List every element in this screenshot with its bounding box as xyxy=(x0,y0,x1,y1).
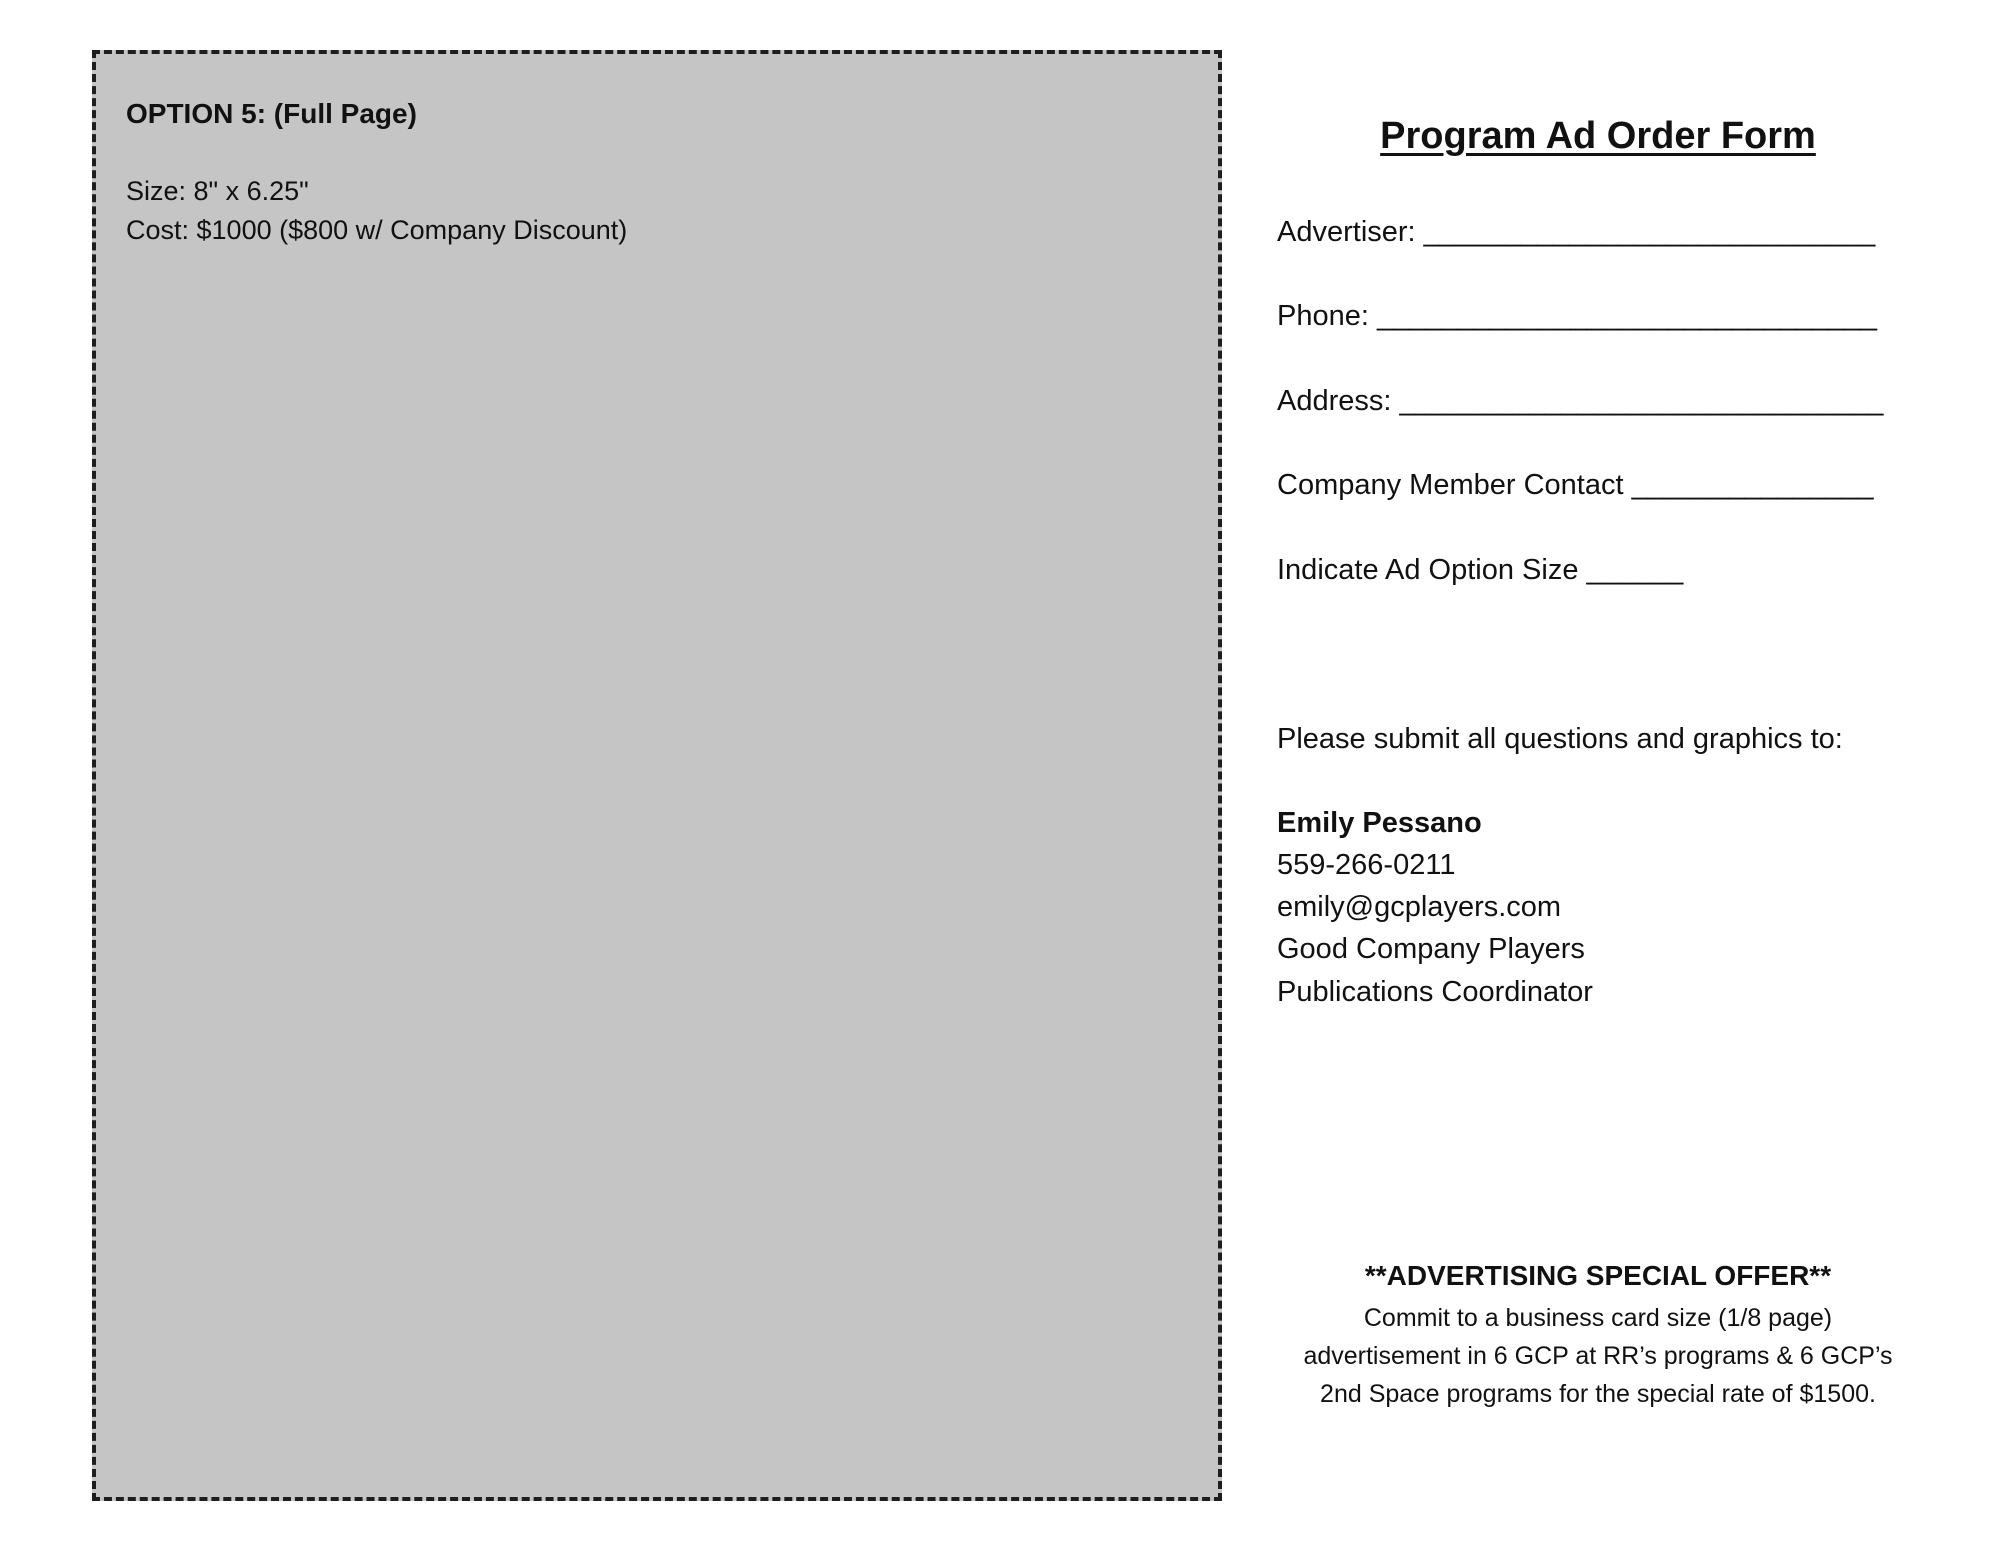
contact-organization: Good Company Players xyxy=(1277,933,1585,965)
form-title: Program Ad Order Form xyxy=(1380,115,1816,157)
special-offer-line: advertisement in 6 GCP at RR’s programs & 6 GCP’s xyxy=(1303,1342,1893,1370)
ad-option-size: Size: 8" x 6.25" xyxy=(126,176,309,206)
full-page-ad-placeholder xyxy=(92,50,1222,1501)
contact-name: Emily Pessano xyxy=(1277,807,1482,839)
special-offer-line: Commit to a business card size (1/8 page) xyxy=(1363,1304,1833,1332)
ad-option-title: OPTION 5: (Full Page) xyxy=(126,98,417,129)
special-offer-title: **ADVERTISING SPECIAL OFFER** xyxy=(1364,1260,1832,1291)
special-offer-line: 2nd Space programs for the special rate of $1500. xyxy=(1320,1380,1876,1408)
ad-option-size-field[interactable]: Indicate Ad Option Size ______ xyxy=(1277,554,1684,586)
phone-field[interactable]: Phone: _______________________________ xyxy=(1277,300,1877,332)
contact-phone: 559-266-0211 xyxy=(1277,849,1456,881)
submission-instructions: Please submit all questions and graphics to: xyxy=(1277,723,1843,755)
advertiser-field[interactable]: Advertiser: ____________________________ xyxy=(1277,216,1876,248)
company-member-contact-field[interactable]: Company Member Contact _______________ xyxy=(1277,469,1874,501)
ad-option-cost: Cost: $1000 ($800 w/ Company Discount) xyxy=(126,215,628,245)
contact-role: Publications Coordinator xyxy=(1277,976,1593,1008)
address-field[interactable]: Address: ______________________________ xyxy=(1277,385,1884,417)
contact-email[interactable]: emily@gcplayers.com xyxy=(1277,891,1562,923)
